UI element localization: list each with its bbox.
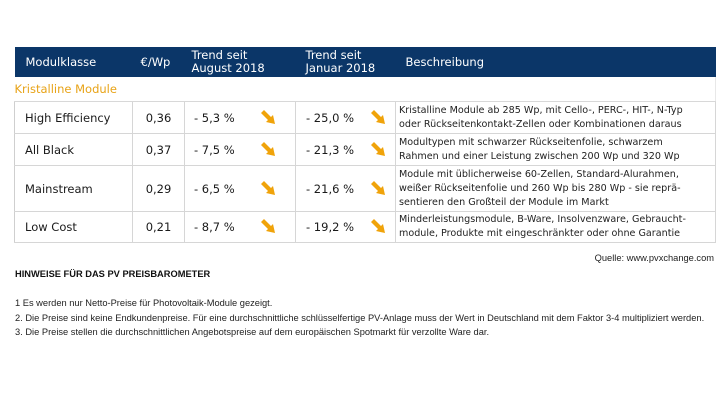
arrow-down-right-icon [260, 110, 277, 125]
category-row [15, 77, 716, 102]
description [396, 134, 716, 166]
table-row [15, 166, 716, 212]
header-modulklasse [15, 47, 133, 77]
header-trend-januar-line1: Trend seit [305, 48, 362, 62]
notes-list [15, 296, 704, 340]
header-price-label: €/Wp [140, 54, 171, 69]
price-value: 0,37 [133, 134, 185, 166]
trend-januar-value: - 21,6 % [306, 181, 354, 196]
description-line: module, Produkte mit eingeschränkter oder ohne Garantie [399, 228, 681, 239]
note-item: 1 Es werden nur Netto-Preise für Photovoltaik-Module gezeigt. [15, 298, 273, 308]
trend-august-cell [185, 166, 296, 212]
price-table [14, 47, 716, 243]
trend-januar-value: - 25,0 % [306, 110, 354, 125]
arrow-down-right-icon [260, 219, 277, 234]
trend-august-value: - 5,3 % [194, 110, 235, 125]
header-trend-august-line2: August 2018 [191, 61, 265, 75]
header-beschreibung [396, 47, 716, 77]
price-value: 0,36 [133, 102, 185, 134]
module-class: All Black [15, 134, 133, 166]
arrow-down-right-icon [260, 181, 277, 196]
table-row [15, 102, 716, 134]
trend-august-value: - 8,7 % [194, 220, 235, 234]
header-trend-august-line1: Trend seit [191, 48, 248, 62]
description-line: sentieren den Großteil der Module im Markt [399, 196, 609, 208]
module-class: High Efficiency [15, 102, 133, 134]
arrow-down-right-icon [370, 181, 387, 196]
header-beschreibung-label: Beschreibung [405, 54, 484, 69]
description-line: Rahmen und einer Leistung zwischen 200 Wp und 320 Wp [399, 150, 680, 162]
notes-heading: HINWEISE FÜR DAS PV PREISBAROMETER [15, 269, 211, 279]
description [396, 102, 716, 134]
trend-august-cell [185, 134, 296, 166]
trend-august-cell [185, 212, 296, 243]
description-line: Modultypen mit schwarzer Rückseitenfolie, schwarzem [399, 136, 663, 148]
description-line: Minderleistungsmodule, B-Ware, Insolvenzware, Gebraucht- [399, 214, 686, 225]
description-line: Kristalline Module ab 285 Wp, mit Cello-, PERC-, HIT-, N-Typ [399, 104, 683, 116]
header-modulklasse-label: Modulklasse [25, 54, 97, 69]
trend-august-cell [185, 102, 296, 134]
module-class: Mainstream [15, 166, 133, 212]
description-line: oder Rückseitenkontakt-Zellen oder Kombinationen daraus [399, 118, 682, 130]
trend-januar-cell [296, 212, 396, 243]
source-credit: Quelle: www.pvxchange.com [594, 253, 714, 263]
trend-januar-value: - 21,3 % [306, 142, 354, 157]
description-line: Module mit üblicherweise 60-Zellen, Standard-Alurahmen, [399, 168, 679, 180]
header-price [133, 47, 185, 77]
module-class: Low Cost [15, 212, 133, 243]
header-trend-januar-line2: Januar 2018 [305, 61, 376, 75]
price-value: 0,21 [133, 212, 185, 243]
table-row [15, 134, 716, 166]
description-line: weißer Rückseitenfolie und 260 Wp bis 280 Wp - sie reprä- [399, 182, 681, 194]
arrow-down-right-icon [370, 142, 387, 157]
description [396, 212, 716, 243]
trend-januar-cell [296, 166, 396, 212]
price-value: 0,29 [133, 166, 185, 212]
note-item: 3. Die Preise stellen die durchschnittlichen Angebotspreise auf dem europäischen Spotmarkt für verzollte Ware dar. [15, 327, 490, 337]
header-trend-august [185, 47, 296, 77]
category-label: Kristalline Module [15, 77, 716, 102]
trend-januar-cell [296, 134, 396, 166]
description [396, 166, 716, 212]
table-header-row [15, 47, 716, 77]
trend-august-value: - 7,5 % [194, 142, 235, 157]
table-row [15, 212, 716, 243]
arrow-down-right-icon [260, 142, 277, 157]
arrow-down-right-icon [370, 110, 387, 125]
trend-august-value: - 6,5 % [194, 181, 235, 196]
note-item: 2. Die Preise sind keine Endkundenpreise. Für eine durchschnittliche schlüsselfertige PV-Anlage muss der Wert in Deutschland mit dem Faktor 3-4 multipliziert werden. [15, 312, 705, 323]
trend-januar-value: - 19,2 % [306, 220, 354, 234]
arrow-down-right-icon [370, 219, 387, 234]
header-trend-januar [296, 47, 396, 77]
trend-januar-cell [296, 102, 396, 134]
